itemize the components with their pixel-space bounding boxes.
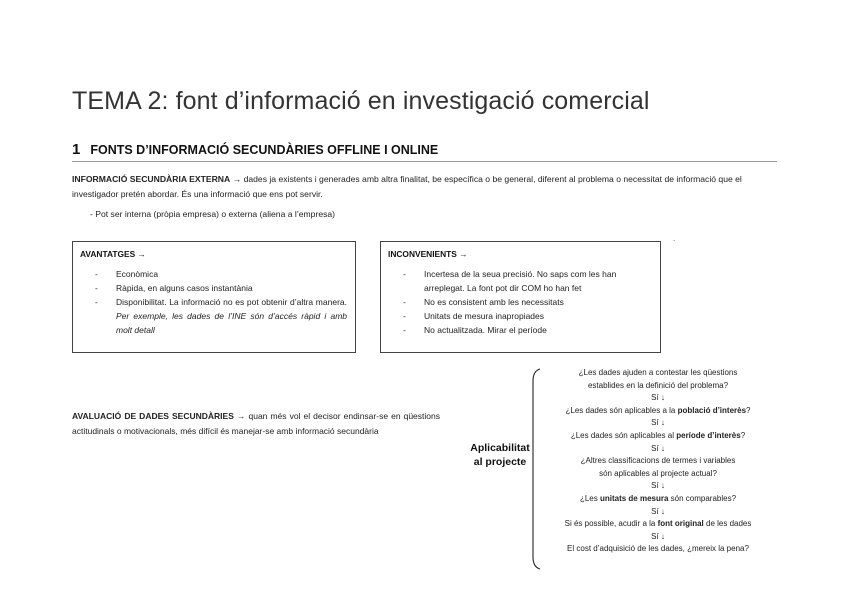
applicability-flow bbox=[540, 367, 776, 556]
section-number: 1 bbox=[72, 141, 81, 158]
arrow-down-icon: ↓ bbox=[660, 393, 665, 403]
evaluation-text: quan més vol el decisor endinsar-se en qüestions actitudinals o motivacionals, més difícil és manejar-se amb informació secundària bbox=[72, 411, 440, 436]
flow-question bbox=[540, 493, 776, 506]
flow-question: ¿Altres classificacions de termes i variables bbox=[580, 456, 736, 466]
advantage-availability: Disponibilitat. La informació no es pot obtenir d’altra manera. bbox=[116, 297, 347, 307]
advantage-example: Per exemple, les dades de l’INE són d’accés ràpid i amb molt detall bbox=[116, 311, 347, 335]
list-item: - Unitats de mesura inapropiades bbox=[403, 309, 653, 323]
intro-arrow: → bbox=[230, 174, 244, 184]
flow-text: ¿Les bbox=[579, 493, 600, 503]
document-title: TEMA 2: font d’informació en investigació comercial bbox=[72, 87, 650, 115]
advantages-box bbox=[72, 241, 356, 353]
arrow-down-icon: ↓ bbox=[660, 506, 665, 516]
list-item: - Ràpida, en alguns casos instantània bbox=[95, 281, 347, 295]
intro-paragraph bbox=[72, 172, 777, 202]
disadvantages-list bbox=[403, 267, 653, 337]
flow-text: de les dades bbox=[703, 519, 752, 529]
applicability-line2: al projecte bbox=[473, 456, 527, 468]
flow-emphasis: població d’interès bbox=[677, 405, 747, 415]
arrow-down-icon: ↓ bbox=[660, 531, 665, 541]
arrow-down-icon: ↓ bbox=[660, 443, 665, 453]
flow-question: ¿Les dades ajuden a contestar les qüestions bbox=[578, 368, 738, 377]
intro-bullet: - Pot ser interna (pròpia empresa) o externa (aliena a l’empresa) bbox=[90, 209, 336, 219]
section-heading bbox=[72, 141, 438, 158]
advantages-heading: AVANTATGES → bbox=[80, 249, 146, 259]
disadvantages-heading: INCONVENIENTS → bbox=[388, 249, 468, 259]
flow-yes-label: Sí bbox=[651, 531, 661, 541]
flow-question bbox=[540, 405, 776, 418]
stray-dot: . bbox=[673, 234, 676, 243]
list-item: - No actualitzada. Mirar el període bbox=[403, 323, 653, 337]
flow-emphasis: unitats de mesura bbox=[599, 493, 669, 503]
flow-yes bbox=[540, 480, 776, 493]
list-item bbox=[95, 295, 347, 337]
flow-yes bbox=[540, 417, 776, 430]
intro-term: INFORMACIÓ SECUNDÀRIA EXTERNA bbox=[72, 174, 231, 184]
arrow-down-icon: ↓ bbox=[660, 418, 665, 428]
evaluation-term: AVALUACIÓ DE DADES SECUNDÀRIES bbox=[72, 411, 234, 421]
list-item: - No es consistent amb les necessitats bbox=[403, 295, 653, 309]
evaluation-paragraph bbox=[72, 409, 440, 439]
flow-yes bbox=[540, 443, 776, 456]
evaluation-arrow: → bbox=[233, 411, 249, 421]
flow-text: ¿Les dades són aplicables a la bbox=[565, 405, 678, 415]
flow-emphasis: font original bbox=[657, 519, 704, 529]
advantages-list bbox=[95, 267, 347, 337]
flow-yes-label: Sí bbox=[651, 418, 661, 428]
flow-text: Si és possible, acudir a la bbox=[564, 519, 658, 529]
flow-question: establides en la definició del problema? bbox=[587, 380, 729, 390]
flow-text: ? bbox=[740, 430, 746, 440]
arrow-down-icon: ↓ bbox=[660, 481, 665, 491]
flow-emphasis: període d’interès bbox=[676, 430, 741, 440]
flow-yes bbox=[540, 392, 776, 405]
flow-question: són aplicables al projecte actual? bbox=[599, 468, 717, 478]
flow-yes-label: Sí bbox=[651, 481, 661, 491]
applicability-line1: Aplicabilitat bbox=[470, 442, 530, 454]
flow-yes-label: Sí bbox=[651, 506, 661, 516]
flow-question: El cost d’adquisició de les dades, ¿mereix la pena? bbox=[567, 544, 749, 554]
flow-text: ¿Les dades són aplicables al bbox=[570, 430, 677, 440]
list-item: - Incertesa de la seua precisió. No saps com les han arreplegat. La font pot dir COM ho han fet bbox=[403, 267, 653, 295]
flow-text: ? bbox=[746, 405, 751, 415]
list-item: - Econòmica bbox=[95, 267, 347, 281]
flow-yes bbox=[540, 531, 776, 544]
heading-underline bbox=[72, 161, 777, 162]
flow-yes-label: Sí bbox=[651, 443, 661, 453]
disadvantages-box bbox=[380, 241, 661, 353]
flow-text: són comparables? bbox=[668, 493, 737, 503]
intro-text: dades ja existents i generades amb altra finalitat, be específica o be general, diferent al problema o necessitat de informació que el investigador pretén abordar. És una informació que ens pot servir. bbox=[72, 174, 742, 199]
flow-yes bbox=[540, 506, 776, 519]
flow-question bbox=[540, 430, 776, 443]
flow-question bbox=[540, 518, 776, 531]
section-heading-text: FONTS D’INFORMACIÓ SECUNDÀRIES OFFLINE I ONLINE bbox=[90, 143, 439, 157]
flow-yes-label: Sí bbox=[651, 393, 661, 403]
